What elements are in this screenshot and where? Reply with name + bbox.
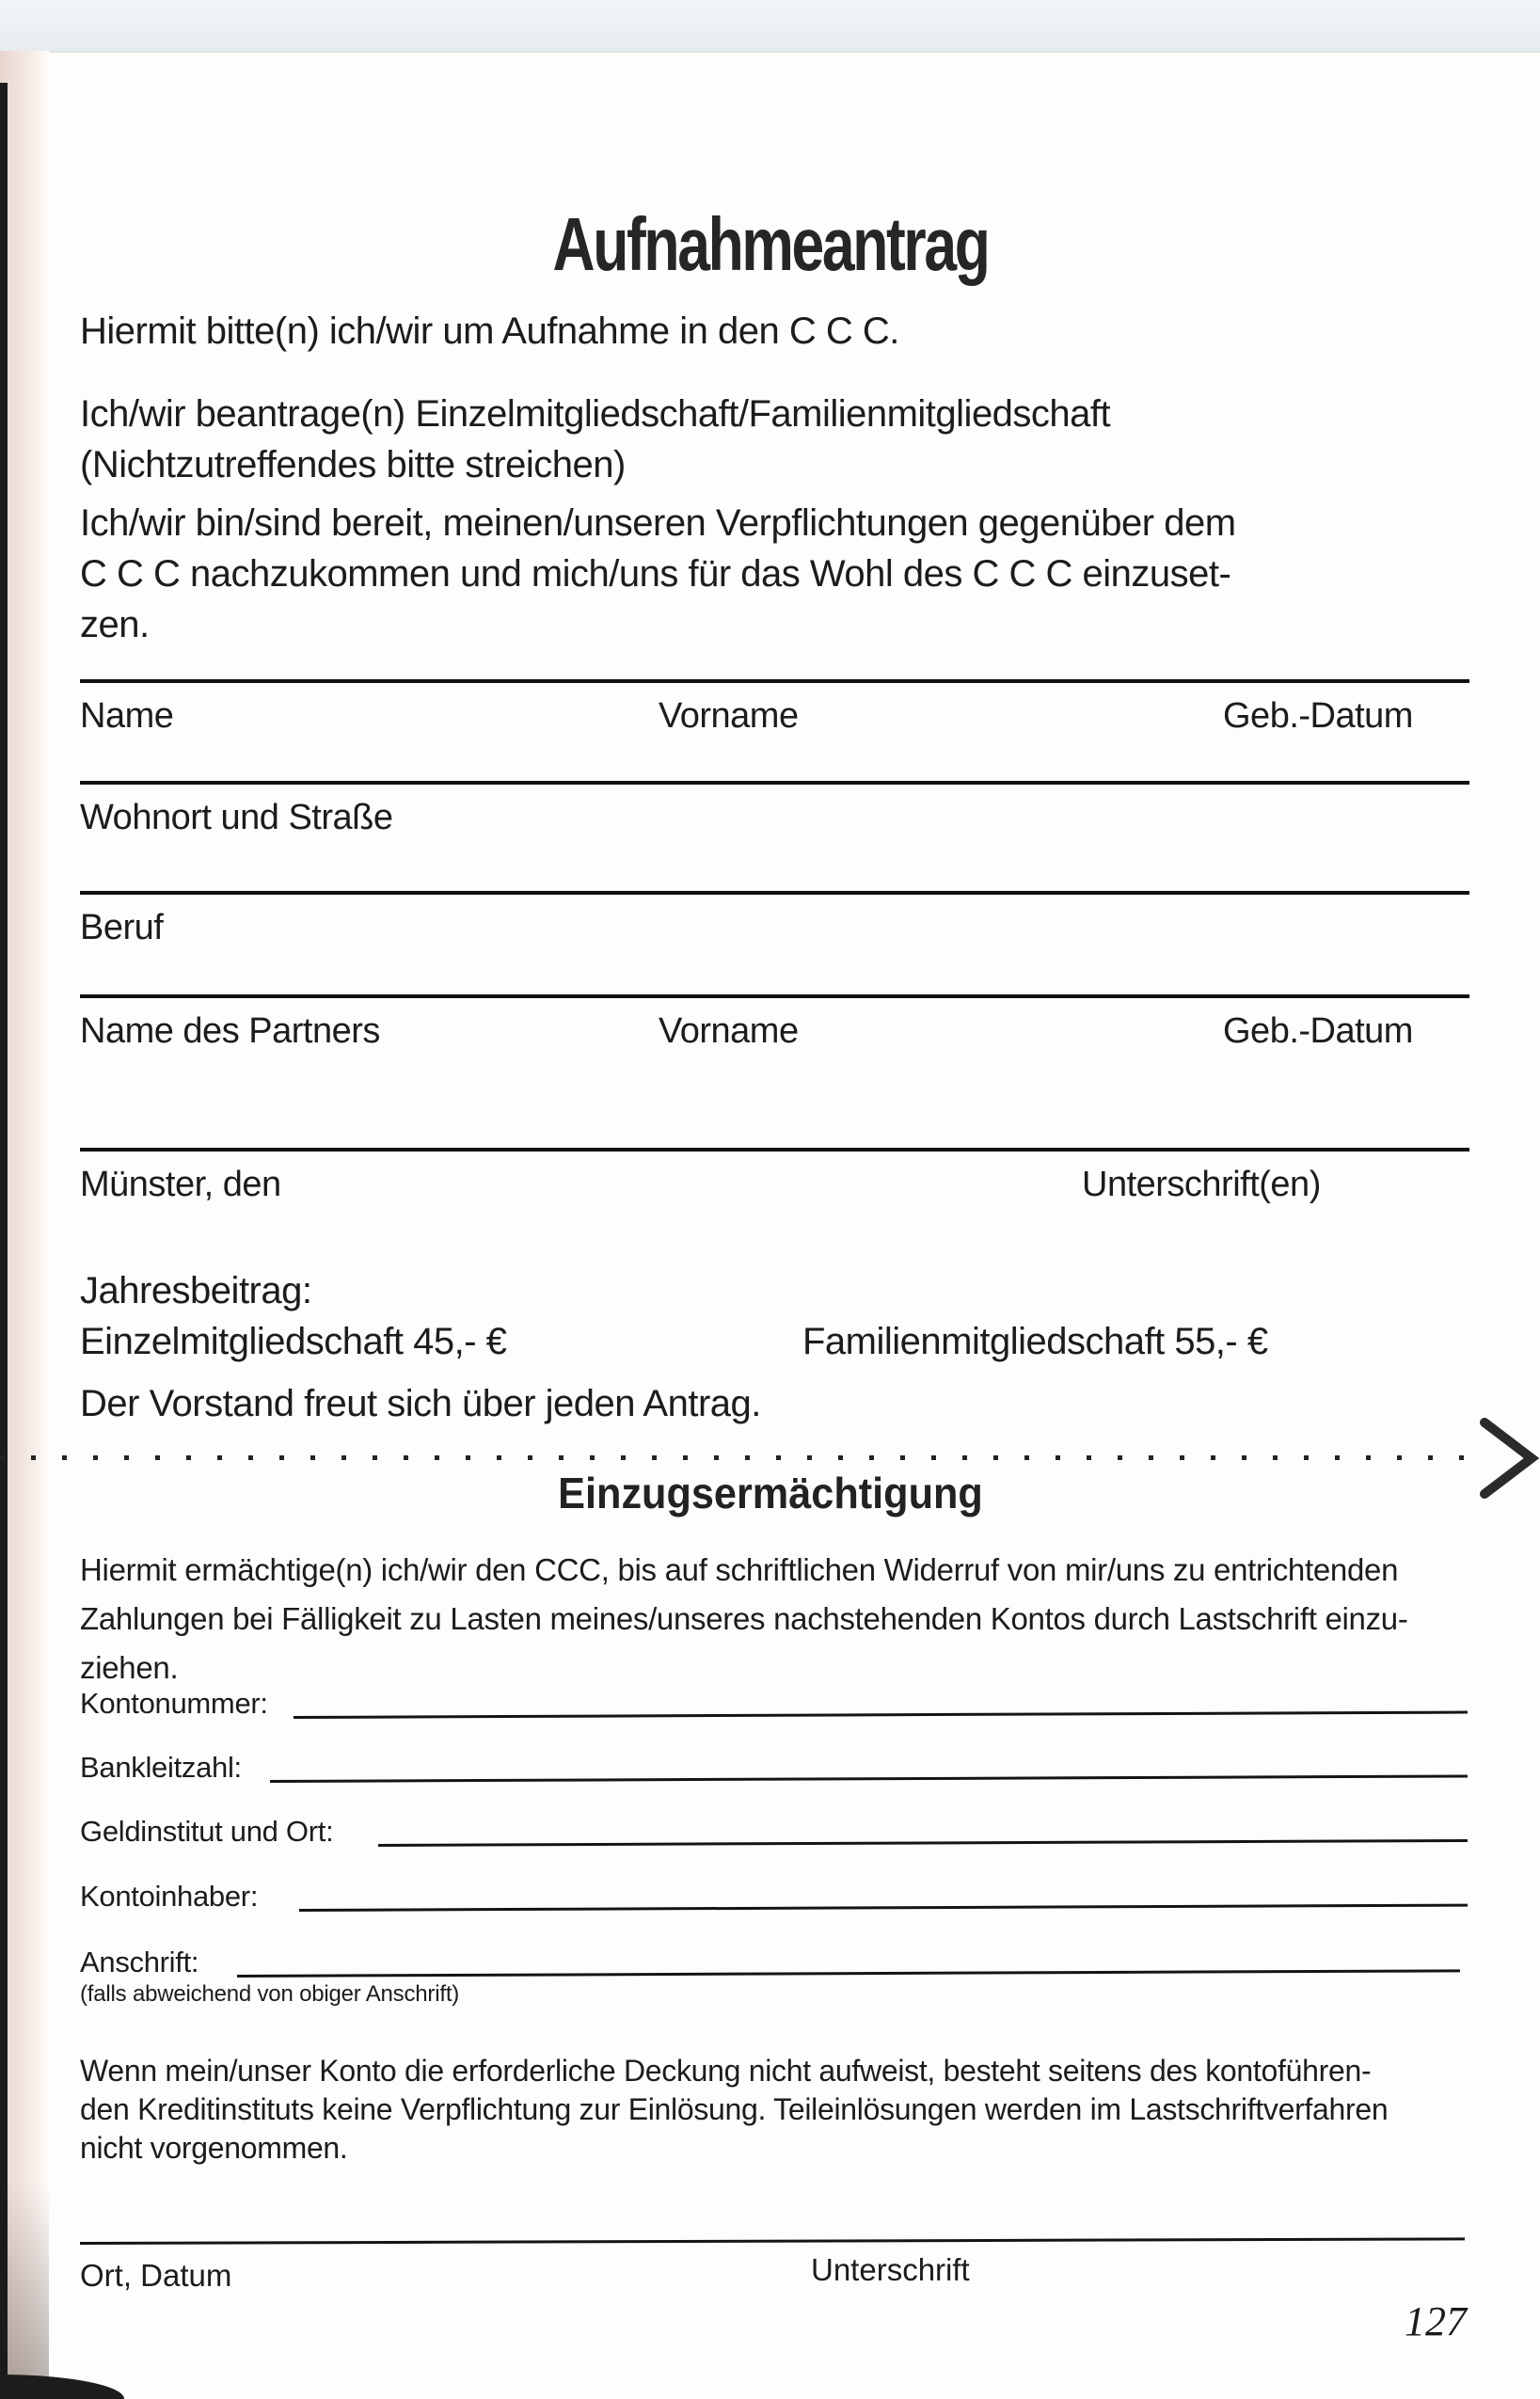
signature-label-ort-datum: Ort, Datum <box>80 2258 232 2293</box>
wohnort-fill-line <box>80 781 1469 785</box>
signature-fill-line <box>80 2237 1465 2245</box>
intro-line: Hiermit bitte(n) ich/wir um Aufnahme in den C C C. <box>80 310 899 352</box>
debit-disclaimer-line: Wenn mein/unser Konto die erforderliche Deckung nicht aufweist, besteht seitens des kontoführen- <box>80 2054 1372 2088</box>
fee-family: Familienmitgliedschaft 55,- € <box>802 1321 1268 1362</box>
partner-fill-line <box>80 994 1469 998</box>
debit-disclaimer-line: den Kreditinstituts keine Verpflichtung zur Einlösung. Teileinlösungen werden im Lastschriftverfahren <box>80 2092 1389 2126</box>
debit-section-heading: Einzugsermächtigung <box>557 1469 983 1517</box>
field-label-geb-datum: Geb.-Datum <box>1223 696 1413 736</box>
kontoinhaber-fill-line <box>299 1904 1468 1912</box>
date-signature-fill-line <box>80 1148 1469 1152</box>
intro-line: zen. <box>80 604 150 645</box>
field-label-partner-geb-datum: Geb.-Datum <box>1223 1011 1413 1051</box>
field-label-wohnort: Wohnort und Straße <box>80 798 393 837</box>
cut-here-arrow-icon <box>1475 1415 1540 1501</box>
bankleitzahl-fill-line <box>270 1774 1468 1783</box>
field-label-bankleitzahl: Bankleitzahl: <box>80 1751 242 1784</box>
field-label-kontonummer: Kontonummer: <box>80 1687 268 1720</box>
field-label-anschrift: Anschrift: <box>80 1946 199 1978</box>
intro-line: (Nichtzutreffendes bitte streichen) <box>80 444 626 485</box>
field-label-unterschriften: Unterschrift(en) <box>1082 1165 1321 1204</box>
debit-intro-line: Zahlungen bei Fälligkeit zu Lasten meines/unseres nachstehenden Kontos durch Lastschrift einzu- <box>80 1601 1408 1636</box>
intro-line: Ich/wir beantrage(n) Einzelmitgliedschaft/Familienmitgliedschaft <box>80 393 1111 435</box>
scanner-edge-top <box>0 0 1540 53</box>
field-label-partner-name: Name des Partners <box>80 1011 380 1051</box>
debit-intro-line: Hiermit ermächtige(n) ich/wir den CCC, bis auf schriftlichen Widerruf von mir/uns zu entrichtenden <box>80 1552 1399 1587</box>
page-number: 127 <box>1405 2298 1467 2344</box>
fees-note: Der Vorstand freut sich über jeden Antrag. <box>80 1383 761 1424</box>
kontonummer-fill-line <box>294 1711 1468 1719</box>
form-title: Aufnahmeantrag <box>551 202 989 286</box>
anschrift-hint: (falls abweichend von obiger Anschrift) <box>80 1981 460 2007</box>
intro-line: C C C nachzukommen und mich/uns für das Wohl des C C C einzuset- <box>80 553 1231 595</box>
debit-disclaimer-line: nicht vorgenommen. <box>80 2131 348 2165</box>
beruf-fill-line <box>80 891 1469 895</box>
field-label-partner-vorname: Vorname <box>659 1011 799 1051</box>
field-label-geldinstitut: Geldinstitut und Ort: <box>80 1815 334 1848</box>
field-label-beruf: Beruf <box>80 908 164 947</box>
field-label-ort-datum: Münster, den <box>80 1165 281 1204</box>
signature-label-unterschrift: Unterschrift <box>811 2252 970 2287</box>
intro-line: Ich/wir bin/sind bereit, meinen/unseren Verpflichtungen gegenüber dem <box>80 502 1236 544</box>
scanner-edge-bottom-left <box>0 2375 124 2399</box>
page-edge-shadow-line <box>0 83 8 2399</box>
cut-here-dotted-line <box>0 1455 1490 1460</box>
name-fill-line <box>80 679 1469 683</box>
fees-heading: Jahresbeitrag: <box>80 1270 312 1311</box>
geldinstitut-fill-line <box>378 1839 1468 1847</box>
field-label-kontoinhaber: Kontoinhaber: <box>80 1880 259 1913</box>
field-label-name: Name <box>80 696 174 736</box>
fee-single: Einzelmitgliedschaft 45,- € <box>80 1321 507 1362</box>
field-label-vorname: Vorname <box>659 696 799 736</box>
debit-intro-line: ziehen. <box>80 1650 179 1685</box>
anschrift-fill-line <box>237 1969 1460 1978</box>
